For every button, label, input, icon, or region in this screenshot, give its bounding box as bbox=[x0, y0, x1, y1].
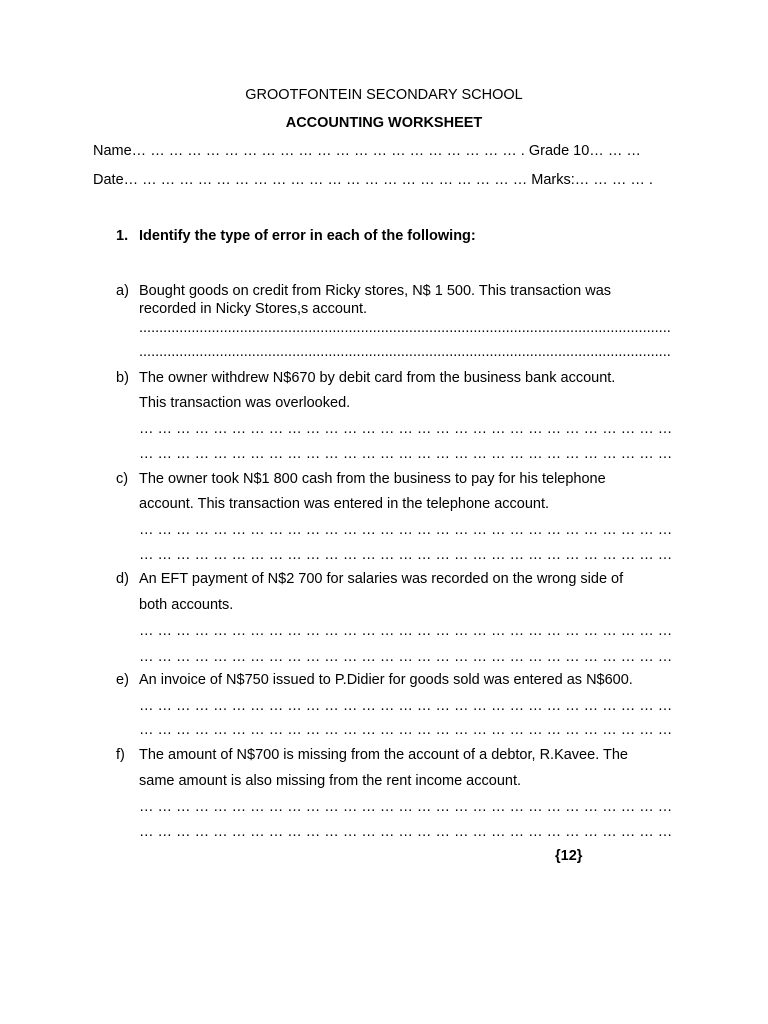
item-label-e: e) bbox=[116, 672, 129, 688]
question-instruction: Identify the type of error in each of the following: bbox=[139, 228, 476, 244]
item-label-f: f) bbox=[116, 747, 125, 763]
answer-line-c-2: … … … … … … … … … … … … … … … … … … … … … … … … … … … … … bbox=[139, 547, 673, 563]
item-label-c: c) bbox=[116, 471, 129, 487]
item-text-b-line1: The owner withdrew N$670 by debit card from the business bank account. bbox=[139, 370, 616, 386]
answer-line-f-1: … … … … … … … … … … … … … … … … … … … … … … … … … … … … … bbox=[139, 799, 673, 815]
answer-line-c-1: … … … … … … … … … … … … … … … … … … … … … … … … … … … … … bbox=[139, 522, 673, 538]
name-grade-line: Name… … … … … … … … … … … … … … … … … … … … … . Grade 10… … … bbox=[93, 143, 641, 159]
answer-line-e-2: … … … … … … … … … … … … … … … … … … … … … … … … … … … … … bbox=[139, 722, 673, 738]
answer-line-b-1: … … … … … … … … … … … … … … … … … … … … … … … … … … … … … bbox=[139, 421, 673, 437]
question-number: 1. bbox=[116, 228, 129, 244]
answer-line-a-2: .................................................................................................................................... bbox=[139, 344, 671, 360]
worksheet-title: ACCOUNTING WORKSHEET bbox=[285, 115, 483, 131]
item-label-d: d) bbox=[116, 571, 129, 587]
item-label-b: b) bbox=[116, 370, 129, 386]
item-label-a: a) bbox=[116, 283, 129, 299]
item-text-e-line1: An invoice of N$750 issued to P.Didier for goods sold was entered as N$600. bbox=[139, 672, 633, 688]
item-text-a-line1: Bought goods on credit from Ricky stores, N$ 1 500. This transaction was bbox=[139, 283, 612, 299]
item-text-c-line1: The owner took N$1 800 cash from the business to pay for his telephone bbox=[139, 471, 606, 487]
item-text-c-line2: account. This transaction was entered in the telephone account. bbox=[139, 496, 550, 512]
item-text-b-line2: This transaction was overlooked. bbox=[139, 395, 351, 411]
item-text-d-line1: An EFT payment of N$2 700 for salaries was recorded on the wrong side of bbox=[139, 571, 624, 587]
answer-line-f-2: … … … … … … … … … … … … … … … … … … … … … … … … … … … … … bbox=[139, 824, 673, 840]
item-text-f-line2: same amount is also missing from the rent income account. bbox=[139, 773, 521, 789]
answer-line-a-1: .................................................................................................................................... bbox=[139, 320, 671, 336]
answer-line-b-2: … … … … … … … … … … … … … … … … … … … … … … … … … … … … … bbox=[139, 446, 673, 462]
item-text-d-line2: both accounts. bbox=[139, 597, 234, 613]
item-text-a-line2: recorded in Nicky Stores,s account. bbox=[139, 301, 368, 317]
answer-line-e-1: … … … … … … … … … … … … … … … … … … … … … … … … … … … … … bbox=[139, 698, 673, 714]
answer-line-d-1: … … … … … … … … … … … … … … … … … … … … … … … … … … … … … bbox=[139, 623, 673, 639]
item-text-f-line1: The amount of N$700 is missing from the account of a debtor, R.Kavee. The bbox=[139, 747, 628, 763]
school-name: GROOTFONTEIN SECONDARY SCHOOL bbox=[245, 87, 523, 103]
answer-line-d-2: … … … … … … … … … … … … … … … … … … … … … … … … … … … … … bbox=[139, 649, 673, 665]
marks-total: {12} bbox=[555, 848, 583, 864]
date-marks-line: Date… … … … … … … … … … … … … … … … … … … … … … Marks:… … … … . bbox=[93, 172, 653, 188]
